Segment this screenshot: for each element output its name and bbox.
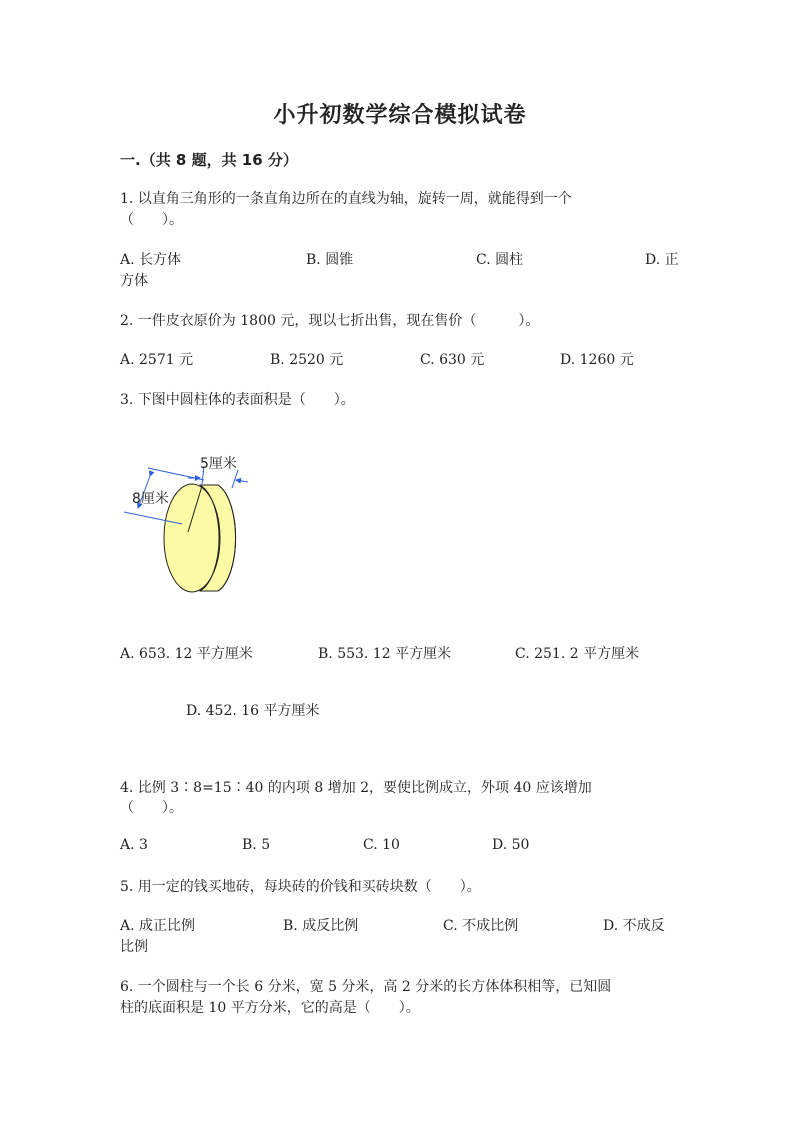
question-1-option-d-wrap: 方体: [120, 273, 148, 289]
question-2-option-d: D. 1260 元: [560, 352, 634, 368]
question-1-option-b: B. 圆锥: [306, 252, 354, 268]
question-3-option-a: A. 653. 12 平方厘米: [120, 646, 253, 662]
question-1-option-c: C. 圆柱: [476, 252, 524, 268]
question-1-blank: （ ）。: [120, 212, 183, 228]
question-4-option-a: A. 3: [120, 837, 148, 853]
question-2-option-c: C. 630 元: [420, 352, 485, 368]
cylinder-height-label: 5厘米: [200, 456, 237, 472]
exam-title: 小升初数学综合模拟试卷: [273, 103, 527, 128]
question-4-text: 4. 比例 3∶8=15∶40 的内项 8 增加 2，要使比例成立，外项 40 应该增加: [120, 780, 592, 796]
question-5-text: 5. 用一定的钱买地砖，每块砖的价钱和买砖块数（ ）。: [120, 879, 481, 895]
question-3-option-c: C. 251. 2 平方厘米: [515, 646, 640, 662]
question-5-option-a: A. 成正比例: [120, 918, 196, 934]
cylinder-figure: [120, 448, 260, 598]
question-4-blank: （ ）。: [120, 800, 183, 816]
question-3-option-b: B. 553. 12 平方厘米: [318, 646, 452, 662]
question-2-option-b: B. 2520 元: [270, 352, 344, 368]
section-header: 一.（共 8 题，共 16 分）: [120, 151, 298, 169]
question-5-option-d: D. 不成反: [603, 918, 665, 934]
question-4-option-c: C. 10: [363, 837, 400, 853]
question-2-option-a: A. 2571 元: [120, 352, 194, 368]
question-3-option-d: D. 452. 16 平方厘米: [186, 703, 320, 719]
question-4-option-b: B. 5: [242, 837, 271, 853]
question-1-option-a: A. 长方体: [120, 252, 182, 268]
question-4-option-d: D. 50: [492, 837, 530, 853]
height-dimension-arrow-right: [236, 480, 248, 482]
question-1-text: 1. 以直角三角形的一条直角边所在的直线为轴，旋转一周，就能得到一个: [120, 191, 572, 207]
question-2-text: 2. 一件皮衣原价为 1800 元，现以七折出售，现在售价（ ）。: [120, 313, 540, 329]
question-6-text: 6. 一个圆柱与一个长 6 分米，宽 5 分米，高 2 分米的长方体体积相等，已知圆: [120, 979, 612, 995]
question-5-option-c: C. 不成比例: [443, 918, 519, 934]
question-6-text-continued: 柱的底面积是 10 平方分米，它的高是（ ）。: [120, 1000, 420, 1016]
question-5-option-d-wrap: 比例: [120, 939, 148, 955]
question-5-option-b: B. 成反比例: [283, 918, 359, 934]
cylinder-radius-label: 8厘米: [132, 491, 169, 507]
question-1-option-d: D. 正: [645, 252, 679, 268]
question-3-text: 3. 下图中圆柱体的表面积是（ ）。: [120, 392, 355, 408]
